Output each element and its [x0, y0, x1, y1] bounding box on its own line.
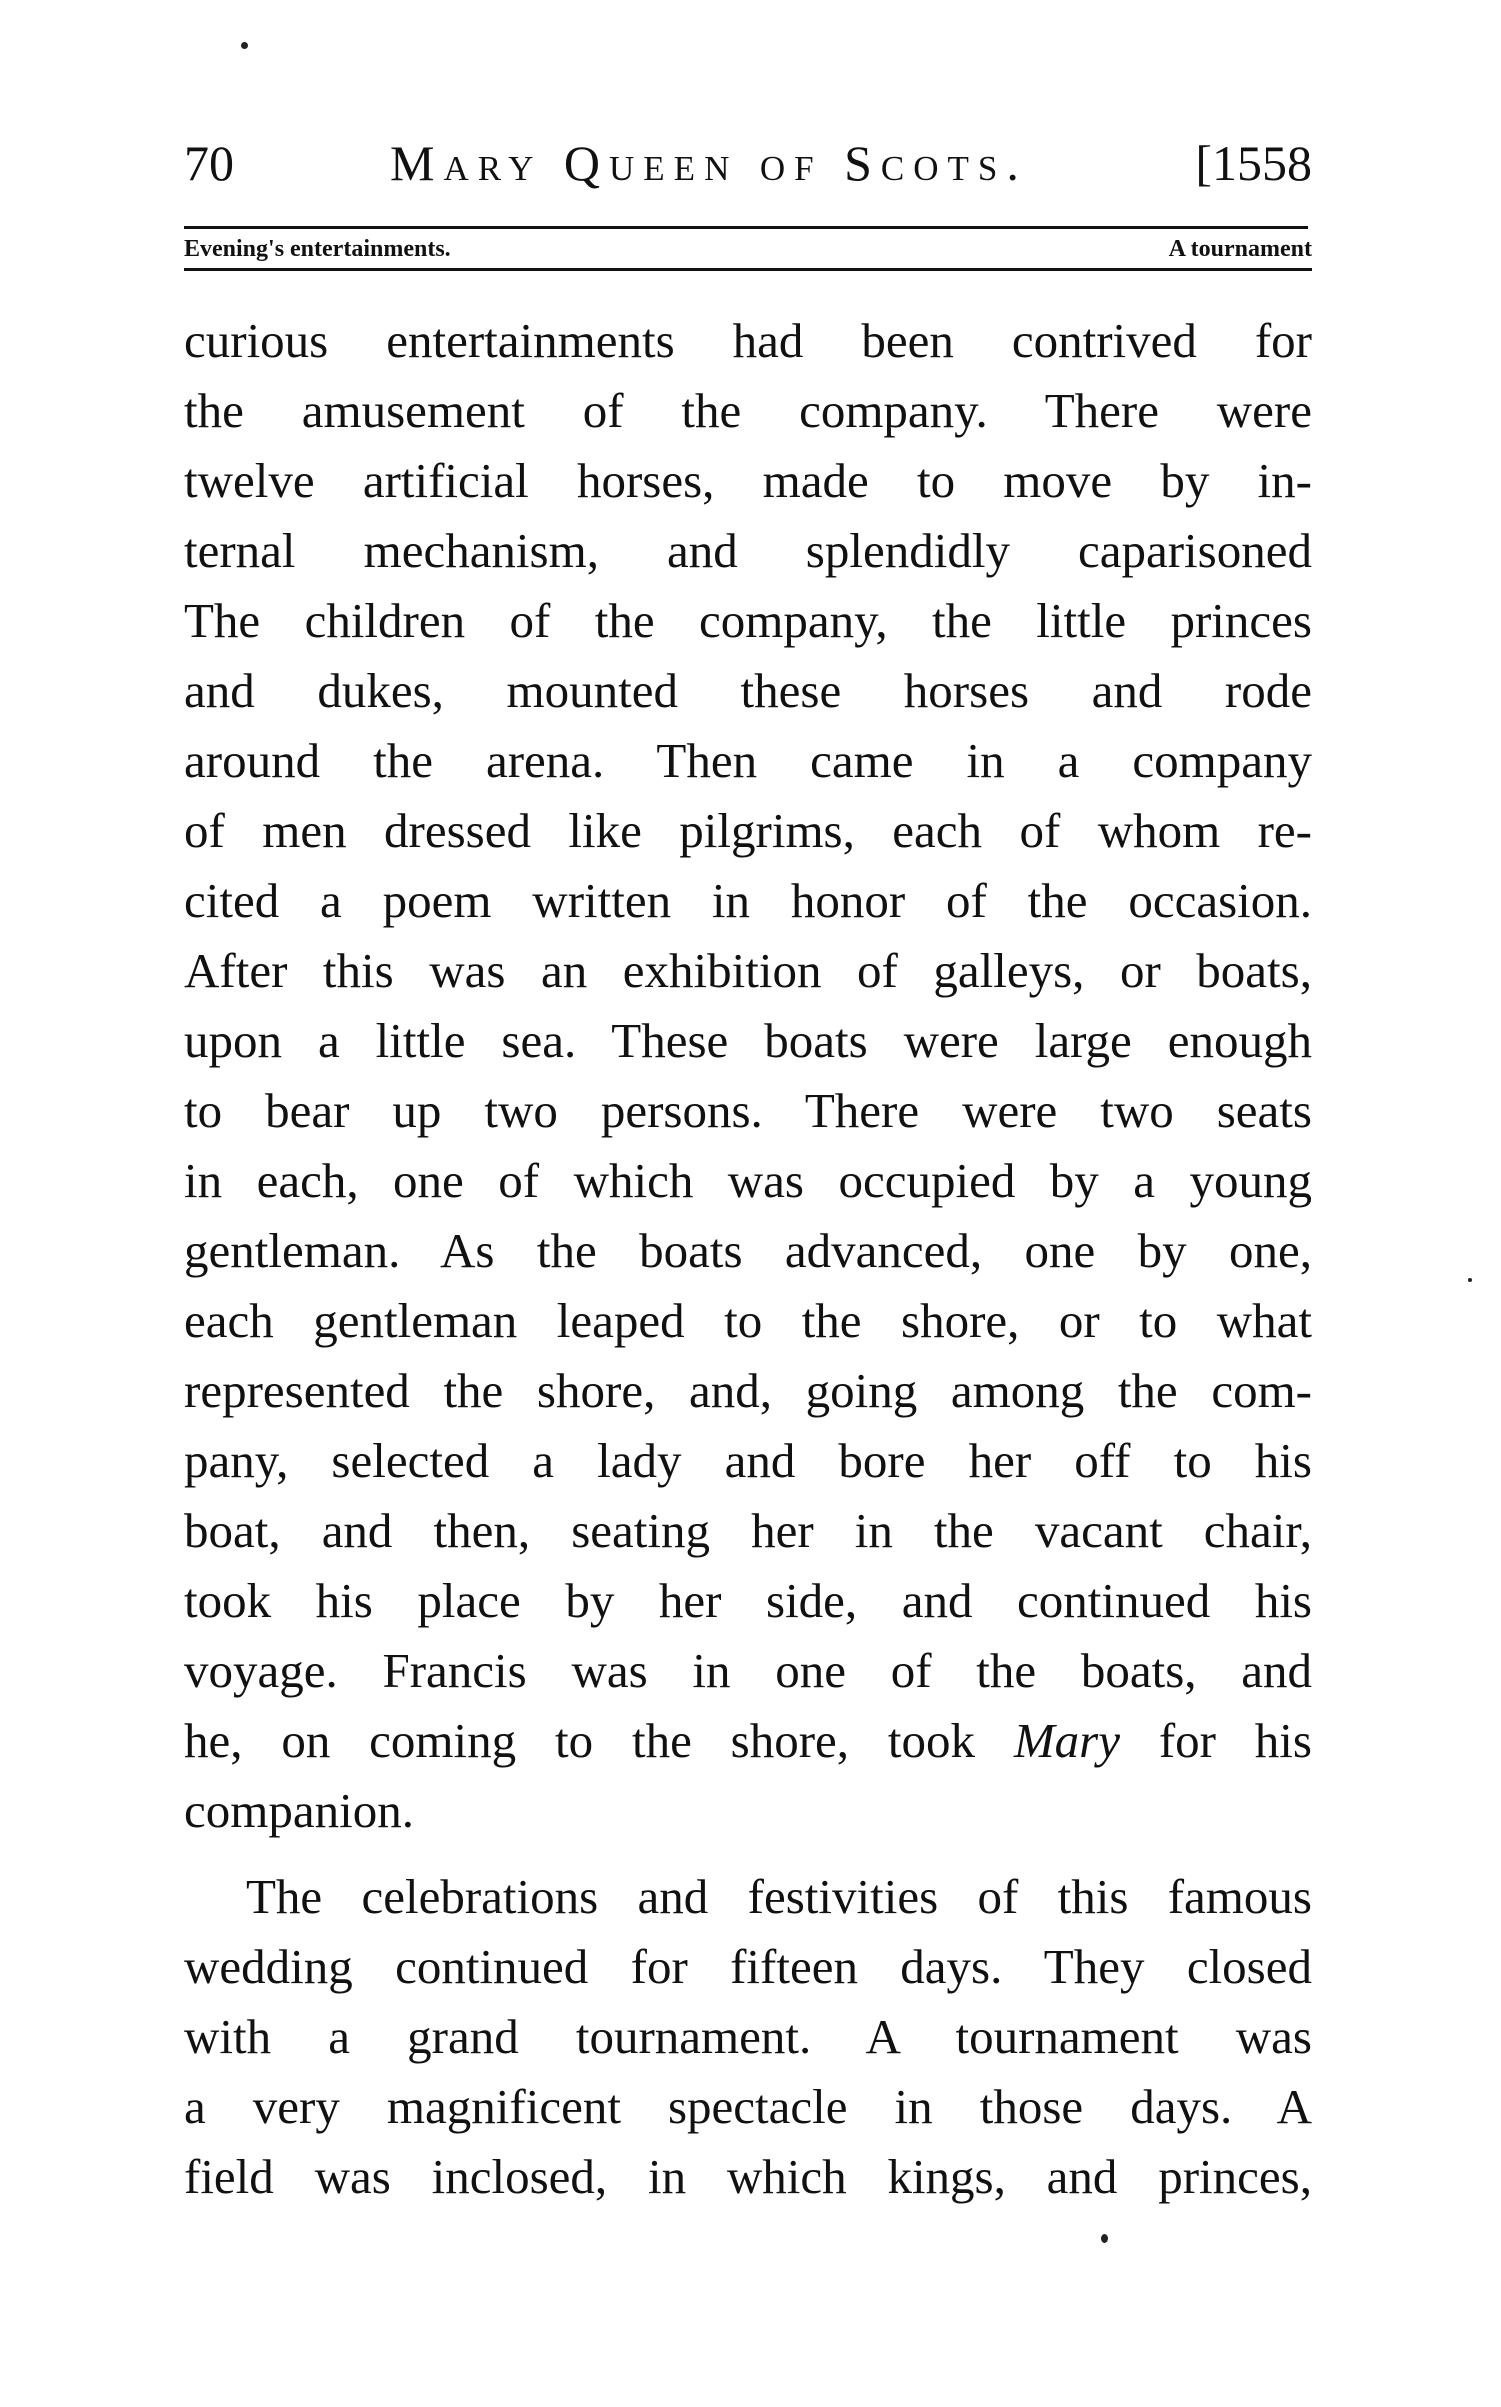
text-line: pany, selected a lady and bore her off to his: [184, 1433, 1312, 1488]
year-marker: [1558: [1195, 135, 1312, 191]
body-text: [184, 306, 1312, 2212]
text-line: represented the shore, and, going among the com-: [184, 1363, 1312, 1418]
text-segment: for his: [1119, 1713, 1312, 1768]
page-number: 70: [184, 135, 234, 191]
header-rule-bottom: [184, 268, 1312, 271]
ink-speck: [241, 42, 248, 49]
text-line: companion.: [184, 1783, 414, 1838]
text-line: voyage. Francis was in one of the boats, and: [184, 1643, 1312, 1698]
paragraph-1: [184, 306, 1312, 1846]
paragraph-2: [184, 1862, 1312, 2212]
side-note-right: A tournament: [1168, 236, 1312, 262]
italic-name: Mary: [1013, 1713, 1120, 1768]
text-line: the amusement of the company. There were: [184, 383, 1312, 438]
text-line: to bear up two persons. There were two seats: [184, 1083, 1312, 1138]
ink-speck: [1101, 2234, 1108, 2243]
text-line: The celebrations and festivities of this famous: [246, 1869, 1312, 1924]
text-line: each gentleman leaped to the shore, or to what: [184, 1293, 1312, 1348]
text-line: with a grand tournament. A tournament was: [184, 2009, 1312, 2064]
header-rule-top: [184, 226, 1308, 229]
text-line: of men dressed like pilgrims, each of whom re-: [184, 803, 1312, 858]
text-line: [184, 1706, 1312, 1776]
text-line: and dukes, mounted these horses and rode: [184, 663, 1312, 718]
text-line: boat, and then, seating her in the vacant chair,: [184, 1503, 1312, 1558]
text-line: The children of the company, the little princes: [184, 593, 1312, 648]
text-line: took his place by her side, and continued his: [184, 1573, 1312, 1628]
text-segment: he, on coming to the shore, took: [184, 1713, 1014, 1768]
text-line: After this was an exhibition of galleys, or boats,: [184, 943, 1312, 998]
text-line: ternal mechanism, and splendidly caparisoned: [184, 523, 1312, 578]
side-note-left: Evening's entertainments.: [184, 236, 451, 262]
text-line: in each, one of which was occupied by a young: [184, 1153, 1312, 1208]
paragraph-gap: [184, 1846, 1312, 1862]
text-line: curious entertainments had been contrived for: [184, 313, 1312, 368]
text-line: cited a poem written in honor of the occasion.: [184, 873, 1312, 928]
text-line: wedding continued for fifteen days. They closed: [184, 1939, 1312, 1994]
ink-speck: [1468, 1278, 1472, 1282]
book-title: Mary Queen of Scots.: [390, 135, 1028, 191]
running-head: [184, 128, 1312, 198]
text-line: upon a little sea. These boats were large enough: [184, 1013, 1312, 1068]
text-line: around the arena. Then came in a company: [184, 733, 1312, 788]
text-line: field was inclosed, in which kings, and princes,: [184, 2149, 1312, 2204]
side-notes: [184, 232, 1312, 266]
text-line: twelve artificial horses, made to move by in-: [184, 453, 1312, 508]
text-line: a very magnificent spectacle in those days. A: [184, 2079, 1312, 2134]
text-line: gentleman. As the boats advanced, one by one,: [184, 1223, 1312, 1278]
